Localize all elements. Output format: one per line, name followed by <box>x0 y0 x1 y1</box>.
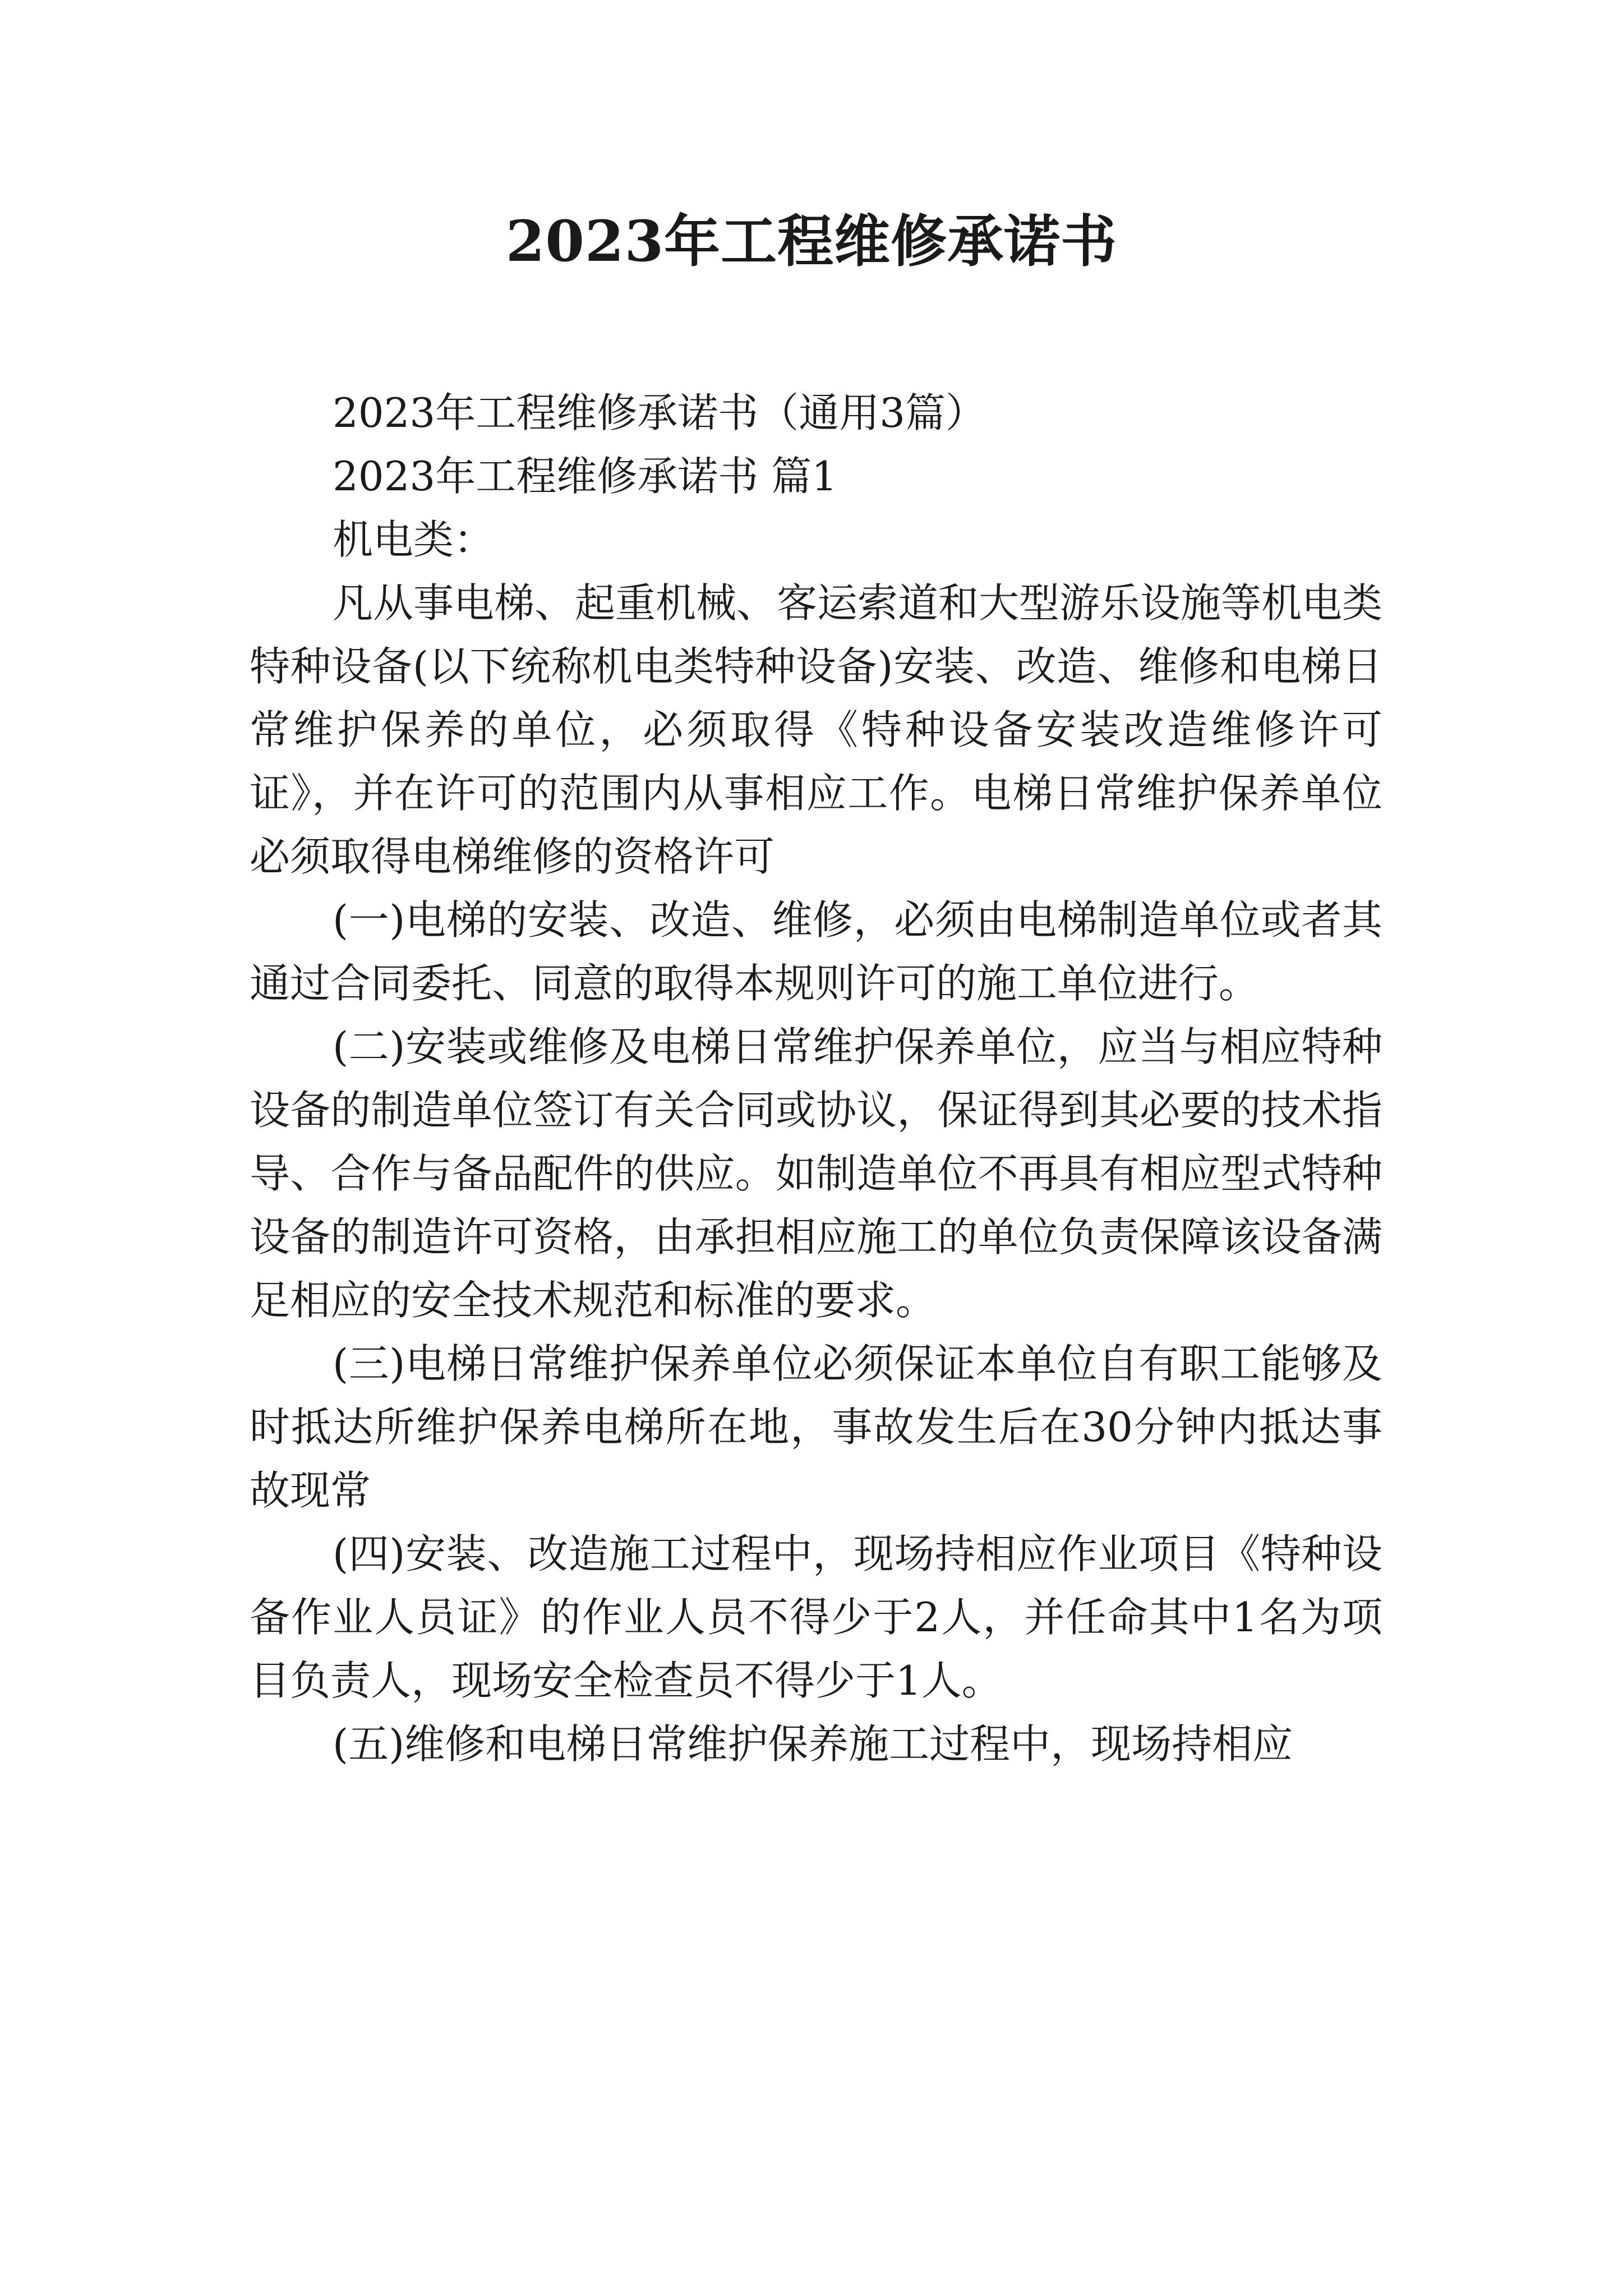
paragraph-category-label: 机电类： <box>333 516 495 563</box>
paragraph-item-1: (一)电梯的安装、改造、维修，必须由电梯制造单位或者其通过合同委托、同意的取得本规则许可的施工单位进行。 <box>250 896 1382 1007</box>
document-title: 2023年工程维修承诺书 <box>505 208 1118 274</box>
paragraph-item-5: (五)维修和电梯日常维护保养施工过程中，现场持相应 <box>333 1720 1293 1768</box>
paragraph-subtitle: 2023年工程维修承诺书（通用3篇） <box>333 389 986 436</box>
paragraph-item-4: (四)安装、改造施工过程中，现场持相应作业项目《特种设备作业人员证》的作业人员不得少于2人，并任命其中1名为项目负责人，现场安全检查员不得少于1人。 <box>250 1530 1382 1704</box>
paragraph-intro: 凡从事电梯、起重机械、客运索道和大型游乐设施等机电类特种设备(以下统称机电类特种设备)安装、改造、维修和电梯日常维护保养的单位，必须取得《特种设备安装改造维修许可证》，并在许可的范围内从事相应工作。电梯日常维护保养单位必须取得电梯维修的资格许可 <box>250 579 1383 880</box>
paragraph-item-3: (三)电梯日常维护保养单位必须保证本单位自有职工能够及时抵达所维护保养电梯所在地，事故发生后在30分钟内抵达事故现常 <box>250 1340 1382 1514</box>
document-body <box>250 381 1382 1776</box>
paragraph-item-2: (二)安装或维修及电梯日常维护保养单位，应当与相应特种设备的制造单位签订有关合同或协议，保证得到其必要的技术指导、合作与备品配件的供应。如制造单位不再具有相应型式特种设备的制造许可资格，由承担相应施工的单位负责保障该设备满足相应的安全技术规范和标准的要求。 <box>250 1023 1382 1324</box>
paragraph-section-heading: 2023年工程维修承诺书 篇1 <box>333 453 837 500</box>
